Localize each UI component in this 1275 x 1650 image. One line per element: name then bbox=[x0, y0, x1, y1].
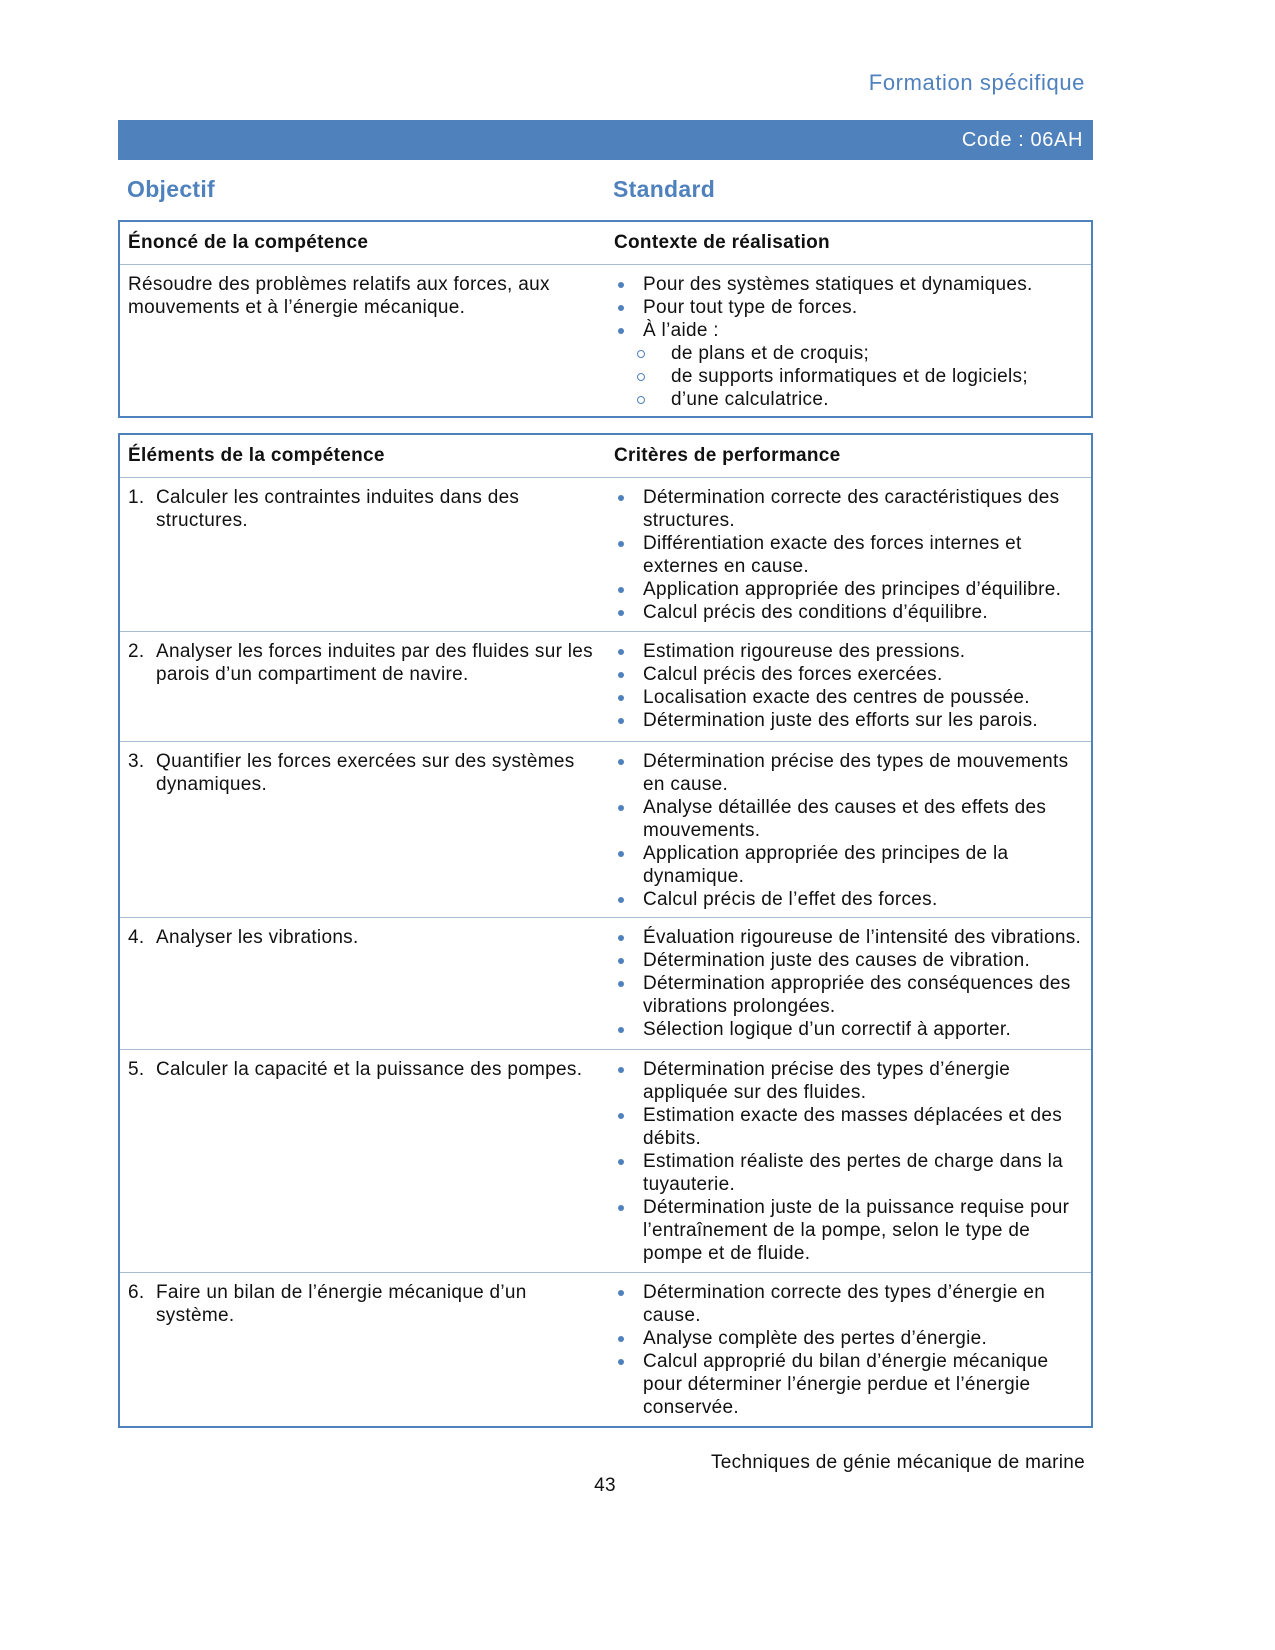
contexte-item: d’une calculatrice. bbox=[614, 388, 1083, 411]
contexte-item: À l’aide : bbox=[614, 319, 1083, 342]
criterion-item: Détermination précise des types de mouvements en cause. bbox=[614, 750, 1083, 796]
criterion-item: Analyse complète des pertes d’énergie. bbox=[614, 1327, 1083, 1350]
criterion-item: Sélection logique d’un correctif à apporter. bbox=[614, 1018, 1083, 1041]
element-cell bbox=[119, 918, 606, 1050]
criterion-item: Détermination précise des types d’énergie appliquée sur des fluides. bbox=[614, 1058, 1083, 1104]
enonce-text: Résoudre des problèmes relatifs aux forces, aux mouvements et à l’énergie mécanique. bbox=[119, 265, 606, 418]
criteria-cell bbox=[606, 1273, 1092, 1427]
table-row bbox=[119, 632, 1092, 742]
criterion-item: Application appropriée des principes de la dynamique. bbox=[614, 842, 1083, 888]
contexte-item: Pour tout type de forces. bbox=[614, 296, 1083, 319]
element-cell bbox=[119, 632, 606, 742]
table-row bbox=[119, 1273, 1092, 1427]
element-text: Analyser les vibrations. bbox=[156, 927, 359, 948]
elements-table bbox=[118, 433, 1093, 1428]
criterion-item: Estimation réaliste des pertes de charge dans la tuyauterie. bbox=[614, 1150, 1083, 1196]
criterion-item: Détermination juste des causes de vibration. bbox=[614, 949, 1083, 972]
page-number: 43 bbox=[594, 1475, 616, 1496]
criterion-item: Localisation exacte des centres de poussée. bbox=[614, 686, 1083, 709]
element-cell bbox=[119, 1273, 606, 1427]
criterion-item: Différentiation exacte des forces internes et externes en cause. bbox=[614, 532, 1083, 578]
criteria-cell bbox=[606, 918, 1092, 1050]
contexte-cell bbox=[606, 265, 1092, 418]
criterion-item: Estimation rigoureuse des pressions. bbox=[614, 640, 1083, 663]
criterion-item: Détermination correcte des types d’énergie en cause. bbox=[614, 1281, 1083, 1327]
criterion-item: Analyse détaillée des causes et des effets des mouvements. bbox=[614, 796, 1083, 842]
criterion-item: Calcul précis des forces exercées. bbox=[614, 663, 1083, 686]
table-row bbox=[119, 1050, 1092, 1273]
element-number: 4. bbox=[128, 927, 145, 948]
code-band bbox=[118, 120, 1093, 160]
criteria-cell bbox=[606, 632, 1092, 742]
header-enonce: Énoncé de la compétence bbox=[119, 221, 606, 265]
header-criteres: Critères de performance bbox=[606, 434, 1092, 478]
criterion-item: Calcul précis des conditions d’équilibre. bbox=[614, 601, 1083, 624]
formation-label: Formation spécifique bbox=[868, 70, 1085, 95]
criterion-item: Calcul précis de l’effet des forces. bbox=[614, 888, 1083, 911]
section-objectif: Objectif bbox=[127, 176, 216, 202]
criterion-item: Estimation exacte des masses déplacées et des débits. bbox=[614, 1104, 1083, 1150]
element-cell bbox=[119, 1050, 606, 1273]
criterion-item: Évaluation rigoureuse de l’intensité des vibrations. bbox=[614, 926, 1083, 949]
element-cell bbox=[119, 742, 606, 918]
element-number: 2. bbox=[128, 641, 145, 662]
footer-program: Techniques de génie mécanique de marine bbox=[711, 1452, 1085, 1473]
element-number: 6. bbox=[128, 1282, 145, 1303]
element-text: Calculer les contraintes induites dans des structures. bbox=[156, 487, 520, 531]
section-standard: Standard bbox=[613, 176, 716, 202]
element-number: 5. bbox=[128, 1059, 145, 1080]
table-row bbox=[119, 918, 1092, 1050]
criterion-item: Application appropriée des principes d’équilibre. bbox=[614, 578, 1083, 601]
criteria-cell bbox=[606, 478, 1092, 632]
contexte-item: de plans et de croquis; bbox=[614, 342, 1083, 365]
contexte-item: Pour des systèmes statiques et dynamiques. bbox=[614, 273, 1083, 296]
table-row bbox=[119, 478, 1092, 632]
element-text: Calculer la capacité et la puissance des pompes. bbox=[156, 1059, 583, 1080]
element-text: Faire un bilan de l’énergie mécanique d’un système. bbox=[156, 1282, 527, 1326]
element-text: Quantifier les forces exercées sur des systèmes dynamiques. bbox=[156, 751, 575, 795]
code-label: Code : 06AH bbox=[961, 129, 1083, 151]
criterion-item: Détermination juste des efforts sur les parois. bbox=[614, 709, 1083, 732]
criterion-item: Détermination appropriée des conséquences des vibrations prolongées. bbox=[614, 972, 1083, 1018]
criterion-item: Détermination juste de la puissance requise pour l’entraînement de la pompe, selon le type de pompe et de fluide. bbox=[614, 1196, 1083, 1265]
enonce-table bbox=[118, 220, 1093, 418]
criteria-cell bbox=[606, 742, 1092, 918]
criteria-cell bbox=[606, 1050, 1092, 1273]
element-cell bbox=[119, 478, 606, 632]
criterion-item: Détermination correcte des caractéristiques des structures. bbox=[614, 486, 1083, 532]
element-text: Analyser les forces induites par des fluides sur les parois d’un compartiment de navire. bbox=[156, 641, 593, 685]
element-number: 3. bbox=[128, 751, 145, 772]
table-row bbox=[119, 742, 1092, 918]
criterion-item: Calcul approprié du bilan d’énergie mécanique pour déterminer l’énergie perdue et l’énergie conservée. bbox=[614, 1350, 1083, 1419]
element-number: 1. bbox=[128, 487, 145, 508]
header-contexte: Contexte de réalisation bbox=[606, 221, 1092, 265]
contexte-item: de supports informatiques et de logiciels; bbox=[614, 365, 1083, 388]
header-elements: Éléments de la compétence bbox=[119, 434, 606, 478]
